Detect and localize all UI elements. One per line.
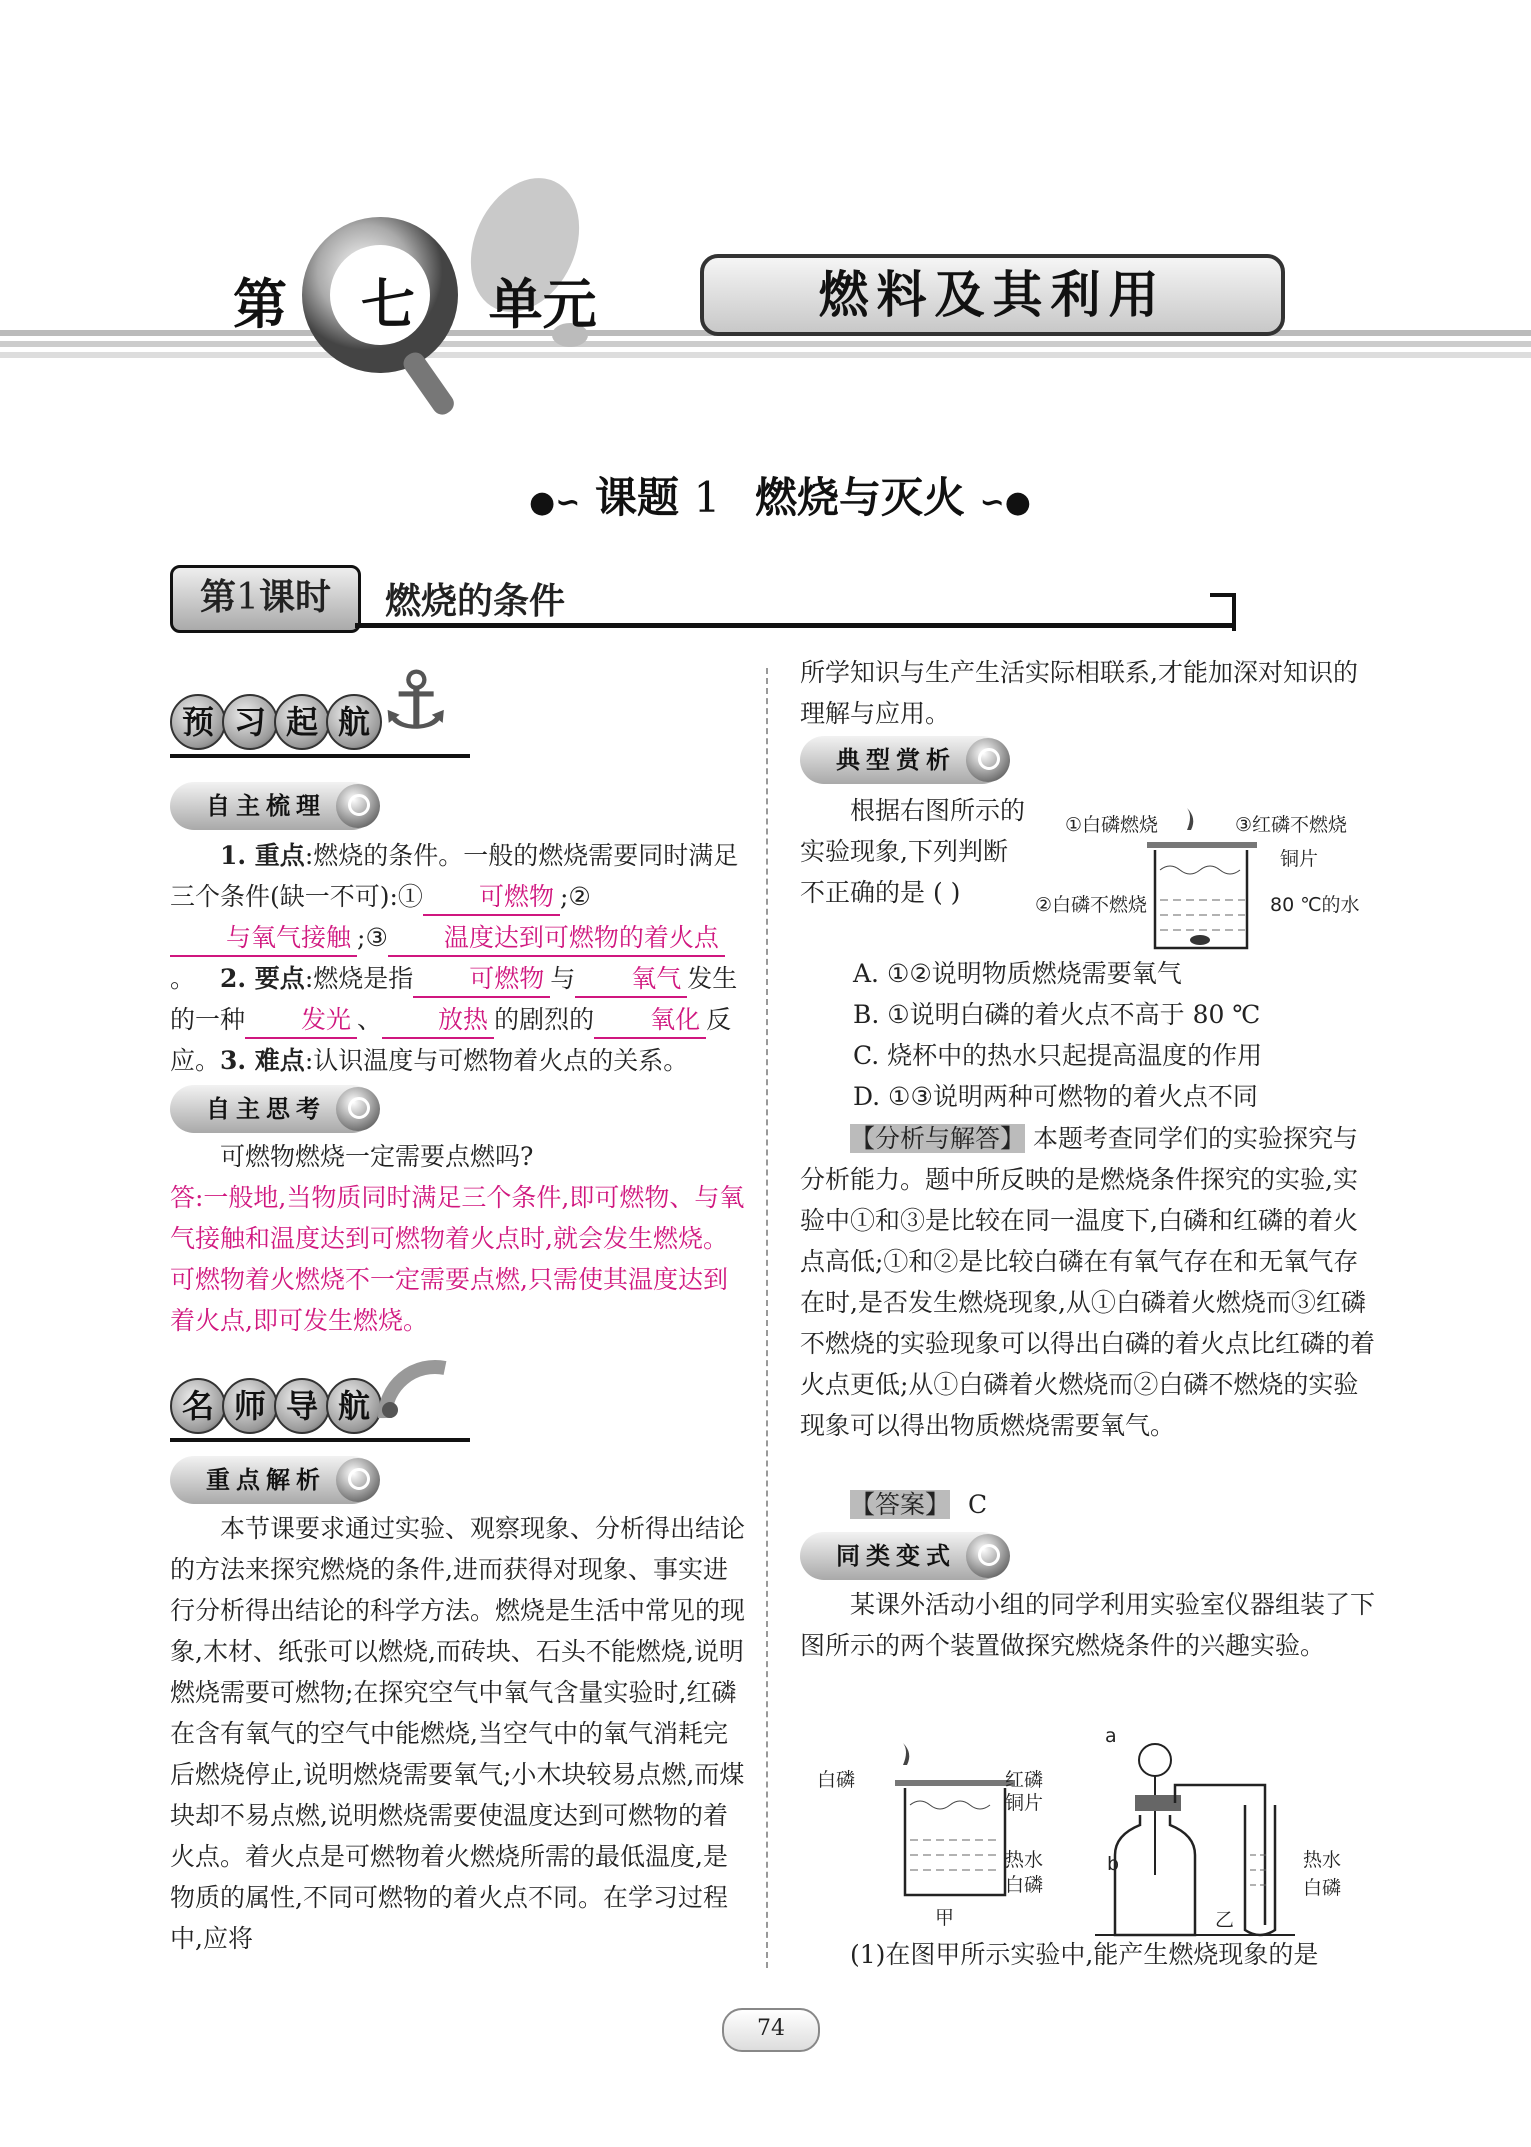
page-number-badge bbox=[722, 2008, 820, 2052]
option-d: D. ①③说明两种可燃物的着火点不同 bbox=[853, 1082, 1258, 1111]
variant-text: 某课外活动小组的同学利用实验室仪器组装了下图所示的两个装置做探究燃烧条件的兴趣实验。 bbox=[800, 1590, 1376, 1660]
lesson-title: ●∽ 课题 1 燃烧与灭火 ∽● bbox=[529, 473, 1031, 522]
swirl-left-icon: ●∽ bbox=[529, 485, 581, 520]
page-number: 74 bbox=[757, 2016, 785, 2041]
unit-title-box bbox=[700, 254, 1285, 336]
swirl-right-icon: ∽● bbox=[979, 485, 1031, 520]
option-a: A. ①②说明物质燃烧需要氧气 bbox=[853, 959, 1182, 988]
think-answer: 答:一般地,当物质同时满足三个条件,即可燃物、与氧气接触和温度达到可燃物着火点时,就会发生燃烧。可燃物着火燃烧不一定需要点燃,只需使其温度达到着火点,即可发生燃烧。 bbox=[170, 1183, 745, 1335]
point-2: 2. 要点:燃烧是指 可燃物 与 氧气 发生的一种 发光 、 放热 的剧烈的 氧化 反应。 bbox=[170, 964, 738, 1075]
unit-title: 燃料及其利用 bbox=[818, 266, 1167, 324]
answer-line: 【答案】 C bbox=[850, 1490, 988, 1519]
option-c: C. 烧杯中的热水只起提高温度的作用 bbox=[853, 1041, 1263, 1070]
question-stem: 根据右图所示的实验现象,下列判断不正确的是 ( ) bbox=[800, 796, 1026, 907]
self-review-label: 自主梳理 bbox=[170, 782, 376, 830]
search-icon bbox=[336, 784, 380, 828]
unit-prefix: 第 bbox=[233, 273, 287, 336]
period-name: 燃烧的条件 bbox=[385, 581, 566, 622]
unit-number: 七 bbox=[360, 273, 415, 336]
preview-banner: 预 习 起 航 ⚓ bbox=[170, 694, 500, 750]
continuation-text: 所学知识与生产生活实际相联系,才能加深对知识的理解与应用。 bbox=[800, 658, 1358, 728]
search-icon bbox=[966, 1534, 1010, 1578]
figure-2: 白磷 红磷 铜片 热水 白磷 甲 a b 热水 白磷 乙 bbox=[815, 1725, 1375, 1945]
point-1: 1. 重点:燃烧的条件。一般的燃烧需要同时满足三个条件(缺一不可):① 可燃物 ;②与氧气接触 ;③ 温度达到可燃物的着火点。 bbox=[170, 841, 739, 993]
typical-label: 典型赏析 bbox=[800, 736, 1006, 784]
search-icon bbox=[336, 1458, 380, 1502]
point-3: 3. 难点:认识温度与可燃物着火点的关系。 bbox=[220, 1046, 689, 1075]
figure-1: ①白磷燃烧 ③红磷不燃烧 铜片 ②白磷不燃烧 80 ℃的水 bbox=[1035, 800, 1375, 960]
teacher-banner: 名 师 导 航 bbox=[170, 1378, 500, 1434]
column-divider bbox=[766, 668, 768, 1968]
unit-heading bbox=[233, 262, 597, 339]
period-header: 第1课时 燃烧的条件 bbox=[170, 565, 1065, 637]
subquestion-1: (1)在图甲所示实验中,能产生燃烧现象的是 bbox=[850, 1940, 1319, 1969]
analysis-tag: 【分析与解答】 bbox=[850, 1124, 1026, 1153]
gauge-icon bbox=[375, 1348, 445, 1418]
key-analysis-text: 本节课要求通过实验、观察现象、分析得出结论的方法来探究燃烧的条件,进而获得对现象、事实进行分析得出结论的科学方法。燃烧是生活中常见的现象,木材、纸张可以燃烧,而砖块、石头不能燃烧,说明燃烧需要可燃物;在探究空气中氧气含量实验时,红磷在含有氧气的空气中能燃烧,当空气中的氧气消耗完后燃烧停止,说明燃烧需要氧气;小木块较易点燃,而煤块却不易点燃,说明燃烧需要使温度达到可燃物的着火点。着火点是可燃物着火燃烧所需的最低温度,是物质的属性,不同可燃物的着火点不同。在学习过程中,应将 bbox=[170, 1514, 746, 1953]
anchor-icon: ⚓ bbox=[380, 654, 452, 747]
variant-label: 同类变式 bbox=[800, 1532, 1006, 1580]
search-icon bbox=[966, 738, 1010, 782]
self-think-label: 自主思考 bbox=[170, 1085, 376, 1133]
option-b: B. ①说明白磷的着火点不高于 80 ℃ bbox=[853, 1000, 1261, 1029]
unit-suffix: 单元 bbox=[488, 273, 597, 336]
think-question: 可燃物燃烧一定需要点燃吗? bbox=[220, 1142, 534, 1171]
analysis-answer: 【分析与解答】 本题考查同学们的实验探究与分析能力。题中所反映的是燃烧条件探究的实验,实验中①和③是比较在同一温度下,白磷和红磷的着火点高低;①和②是比较白磷在有氧气存在和无氧气存在时,是否发生燃烧现象,从①白磷着火燃烧而③红磷不燃烧的实验现象可以得出白磷的着火点比红磷的着火点更低;从①白磷着火燃烧而②白磷不燃烧的实验现象可以得出物质燃烧需要氧气。 bbox=[800, 1124, 1376, 1440]
header-stripes bbox=[0, 330, 1531, 370]
key-analysis-label: 重点解析 bbox=[170, 1456, 376, 1504]
search-icon bbox=[336, 1087, 380, 1131]
